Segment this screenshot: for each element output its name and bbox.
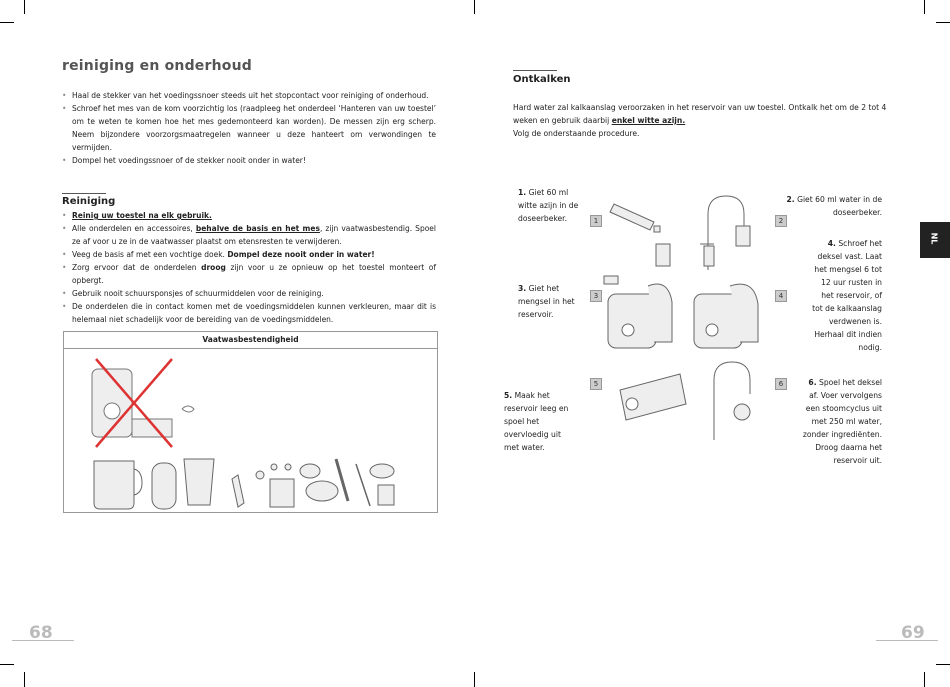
page-title: reiniging en onderhoud (62, 58, 252, 74)
step-badge: 4 (775, 290, 787, 302)
descaling-steps-illustration (600, 190, 780, 450)
step-badge: 5 (590, 378, 602, 390)
dishwasher-parts-illustration (64, 349, 437, 512)
vinegar-bottle-icon (610, 204, 670, 266)
step-2-text: 2. Giet 60 ml water in de doseerbeker. (786, 195, 882, 217)
section-title-reiniging: Reiniging (62, 196, 116, 207)
step-1-text: 1. Giet 60 ml witte azijn in de doseerbeker. (518, 188, 579, 223)
crop-mark (936, 22, 950, 23)
list-item: • Gebruik nooit schuursponsjes of schuurmiddelen voor de reiniging. (62, 287, 436, 300)
appliance-icon (604, 276, 672, 348)
box-title: Vaatwasbestendigheid (64, 332, 437, 349)
faucet-lid-icon (714, 362, 750, 440)
measuring-cup-icon (736, 226, 750, 246)
crop-mark (936, 664, 950, 665)
crop-mark (474, 672, 475, 687)
page-footer-right (876, 622, 938, 641)
list-item: • Haal de stekker van het voedingssnoer steeds uit het stopcontact voor reiniging of onderhoud. (62, 89, 436, 102)
descaling-intro: Hard water zal kalkaanslag veroorzaken in het reservoir van uw toestel. Ontkalk het om de 2 tot 4 weken en gebruik daarbij enkel witte azijn. Volg de onderstaande procedure. (513, 103, 887, 138)
step-badge: 1 (590, 215, 602, 227)
crop-mark (474, 0, 475, 14)
page-number: 69 (901, 623, 925, 643)
page-footer-left (12, 622, 74, 641)
language-tab: NL (920, 222, 950, 258)
list-item: • Dompel het voedingssnoer of de stekker nooit onder in water! (62, 154, 436, 167)
section-title-ontkalken: Ontkalken (513, 74, 571, 85)
crop-mark (24, 0, 25, 14)
list-item: • Reinig uw toestel na elk gebruik. (62, 209, 436, 222)
dishwasher-safe-box (63, 331, 438, 513)
crop-mark (0, 22, 14, 23)
step-badge: 2 (775, 215, 787, 227)
base-unit-icon (92, 369, 194, 437)
crop-mark (0, 664, 14, 665)
page-number: 68 (29, 623, 53, 643)
list-item: • Alle onderdelen en accessoires, behalve de basis en het mes, zijn vaatwasbestendig. Spoel ze af voor u ze in de vaatwasser plaatst om etensresten te verwijderen. (62, 222, 436, 248)
step-3-text: 3. Giet het mengsel in het reservoir. (518, 284, 575, 319)
appliance-icon (694, 284, 758, 348)
list-item: • Zorg ervoor dat de onderdelen droog zijn voor u ze opnieuw op het toestel monteert of opbergt. (62, 261, 436, 287)
reservoir-rinse-icon (620, 374, 686, 420)
list-item: • Veeg de basis af met een vochtige doek. Dompel deze nooit onder in water! (62, 248, 436, 261)
section-rule (62, 193, 106, 194)
step-badge: 6 (775, 378, 787, 390)
crop-mark (924, 0, 925, 14)
parts-row (94, 459, 394, 509)
intro-bullet-list (62, 89, 436, 167)
list-item: • De onderdelen die in contact komen met de voedingsmiddelen kunnen verkleuren, maar dit is helemaal niet schadelijk voor de bereiding van de voedingsmiddelen. (62, 300, 436, 326)
step-4-text: 4. Schroef het deksel vast. Laat het mengsel 6 tot 12 uur rusten in het reservoir, of tot de kalkaanslag verdwenen is. Herhaal dit indien nodig. (812, 239, 882, 352)
section-rule (513, 70, 557, 71)
cleaning-bullet-list (62, 209, 436, 326)
step-5-text: 5. Maak het reservoir leeg en spoel het overvloedig uit met water. (504, 391, 569, 452)
crop-mark (24, 672, 25, 687)
step-badge: 3 (590, 290, 602, 302)
step-6-text: 6. Spoel het deksel af. Voer vervolgens een stoomcyclus uit met 250 ml water, zonder ingrediënten. Droog daarna het reservoir uit. (802, 378, 882, 465)
list-item: • Schroef het mes van de kom voorzichtig los (raadpleeg het onderdeel ‘Hanteren van uw toestel’ om te weten te komen hoe het mes gedemonteerd kan worden). De messen zijn erg scherp. Neem bijzondere voorzorgsmaatregelen wanneer u deze hanteert om verwondingen te vermijden. (62, 102, 436, 154)
crop-mark (924, 672, 925, 687)
